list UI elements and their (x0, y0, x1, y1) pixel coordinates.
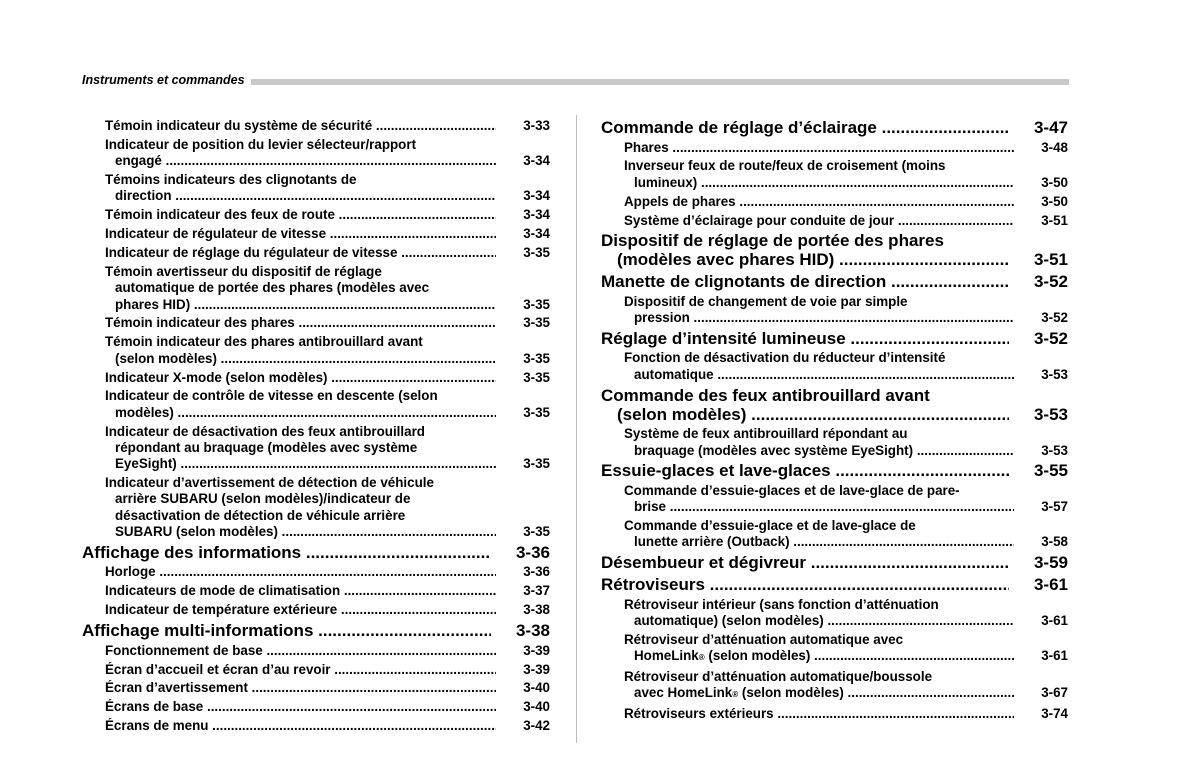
toc-section-entry[interactable] (601, 386, 1068, 424)
toc-subentry[interactable] (82, 602, 550, 618)
toc-entry-title: brise ..... (634, 499, 1014, 515)
toc-entry-title: avec HomeLink® (selon modèles) ..... (634, 685, 1014, 703)
toc-page-number: 3-34 (523, 226, 550, 242)
toc-entry-line (105, 334, 550, 350)
toc-subentry[interactable] (82, 583, 550, 599)
header-title: Instruments et commandes (82, 72, 251, 88)
toc-entry-line (105, 207, 550, 223)
toc-entry-title: Indicateur de régulateur de vitesse ..... (105, 226, 496, 242)
toc-entry-line (105, 245, 550, 261)
toc-subentry[interactable] (82, 662, 550, 678)
toc-page-number: 3-39 (523, 661, 550, 677)
toc-section-entry[interactable] (601, 461, 1068, 480)
toc-entry-line (105, 153, 550, 169)
toc-entry-title: lunette arrière (Outback) ..... (634, 534, 1014, 550)
toc-entry-title: Système de feux antibrouillard répondant au (624, 426, 908, 442)
toc-entry-title: SUBARU (selon modèles) ..... (115, 524, 496, 540)
column-divider (576, 115, 577, 743)
toc-entry-line (105, 456, 550, 472)
toc-subentry[interactable] (601, 483, 1068, 516)
toc-entry-title: Affichage multi-informations ..... (82, 621, 491, 640)
toc-subentry[interactable] (601, 294, 1068, 327)
toc-section-entry[interactable] (601, 272, 1068, 291)
toc-page-number: 3-50 (1041, 193, 1068, 209)
toc-entry-line (105, 388, 550, 404)
toc-page-number: 3-35 (523, 315, 550, 331)
toc-entry-line (624, 499, 1068, 515)
toc-entry-title: Écrans de base ..... (105, 699, 496, 715)
toc-entry-line (105, 508, 550, 524)
toc-entry-line (601, 272, 1068, 291)
toc-entry-title: Témoins indicateurs des clignotants de (105, 172, 357, 188)
toc-subentry[interactable] (82, 172, 550, 205)
toc-entry-line (105, 188, 550, 204)
toc-entry-title: Commande des feux antibrouillard avant (601, 385, 930, 405)
toc-entry-line (624, 194, 1068, 210)
toc-page-number: 3-48 (1041, 139, 1068, 155)
toc-entry-line (105, 440, 550, 456)
toc-entry-line (105, 226, 550, 242)
toc-subentry[interactable] (82, 118, 550, 134)
toc-entry-title: Inverseur feux de route/feux de croisement (moins (624, 158, 946, 174)
toc-entry-title: Témoin indicateur des phares ..... (105, 315, 496, 331)
toc-page-number: 3-52 (1033, 328, 1068, 348)
toc-entry-title: modèles) ..... (115, 405, 496, 421)
toc-subentry[interactable] (82, 370, 550, 386)
toc-entry-title: Commande d’essuie-glaces et de lave-glace de pare- (624, 482, 960, 498)
toc-entry-line (105, 699, 550, 715)
toc-entry-title: Indicateur de réglage du régulateur de vitesse ..... (105, 245, 496, 261)
toc-page-number: 3-59 (1033, 553, 1068, 573)
toc-entry-title: Affichage des informations ..... (82, 543, 491, 562)
toc-subentry[interactable] (82, 245, 550, 261)
toc-entry-line (624, 685, 1068, 703)
toc-subentry[interactable] (601, 426, 1068, 459)
toc-subentry[interactable] (82, 334, 550, 367)
toc-entry-line (105, 424, 550, 440)
toc-entry-title: Écran d’accueil et écran d’au revoir ..... (105, 662, 496, 678)
toc-entry-title: Écrans de menu ..... (105, 718, 496, 734)
toc-entry-title: Écran d’avertissement ..... (105, 680, 496, 696)
toc-entry-title: Témoin indicateur des phares antibrouillard avant (105, 334, 423, 350)
toc-entry-title: lumineux) ..... (634, 175, 1014, 191)
toc-entry-title: Commande d’essuie-glace et de lave-glace de (624, 518, 916, 534)
toc-section-entry[interactable] (82, 621, 550, 640)
toc-entry-title: direction ..... (115, 188, 496, 204)
toc-entry-line (601, 250, 1068, 269)
toc-entry-title: répondant au braquage (modèles avec système (115, 439, 418, 455)
toc-subentry[interactable] (601, 194, 1068, 210)
toc-section-entry[interactable] (601, 553, 1068, 572)
toc-entry-line (105, 643, 550, 659)
toc-entry-title: Indicateur X-mode (selon modèles) ..... (105, 370, 496, 386)
toc-entry-title: Appels de phares ..... (624, 194, 1014, 210)
toc-entry-title: automatique ..... (634, 367, 1014, 383)
toc-entry-line (105, 351, 550, 367)
toc-entry-line (624, 213, 1068, 229)
toc-entry-line (624, 483, 1068, 499)
toc-entry-title: Fonctionnement de base ..... (105, 643, 496, 659)
toc-subentry[interactable] (82, 315, 550, 331)
toc-entry-title: Indicateur de position du levier sélecteur/rapport (105, 136, 417, 152)
toc-entry-line (601, 329, 1068, 348)
toc-entry-title: Indicateurs de mode de climatisation ..... (105, 583, 496, 599)
toc-entry-title: Manette de clignotants de direction ..... (601, 272, 1009, 291)
toc-entry-title: Fonction de désactivation du réducteur d’intensité (624, 350, 946, 366)
toc-entry-line (624, 140, 1068, 156)
toc-subentry[interactable] (82, 718, 550, 734)
toc-entry-title: Réglage d’intensité lumineuse ..... (601, 329, 1009, 348)
toc-entry-title: (selon modèles) ..... (617, 405, 1009, 424)
toc-subentry[interactable] (82, 699, 550, 715)
toc-subentry[interactable] (601, 632, 1068, 667)
toc-entry-line (624, 534, 1068, 550)
toc-entry-line (601, 386, 1068, 405)
toc-entry-title: automatique de portée des phares (modèles avec (115, 280, 430, 296)
toc-page-number: 3-35 (523, 369, 550, 385)
toc-subentry[interactable] (82, 475, 550, 540)
toc-entry-line (105, 491, 550, 507)
toc-page-number: 3-40 (523, 680, 550, 696)
toc-entry-title: Indicateur de désactivation des feux antibrouillard (105, 423, 425, 439)
toc-entry-line (601, 118, 1068, 137)
toc-page-number: 3-35 (523, 296, 550, 312)
toc-entry-title: Indicateur de contrôle de vitesse en descente (selon (105, 388, 438, 404)
toc-entry-line (624, 669, 1068, 685)
toc-page-number: 3-35 (523, 404, 550, 420)
toc-subentry[interactable] (82, 226, 550, 242)
toc-subentry[interactable] (601, 350, 1068, 383)
toc-page-number: 3-34 (523, 188, 550, 204)
toc-entry-line (624, 706, 1068, 722)
toc-entry-line (105, 602, 550, 618)
toc-page-number: 3-36 (515, 542, 550, 562)
toc-subentry[interactable] (82, 424, 550, 473)
toc-page-number: 3-33 (523, 118, 550, 133)
toc-page-number: 3-40 (523, 699, 550, 715)
toc-entry-line (601, 553, 1068, 572)
toc-page-number: 3-52 (1033, 272, 1068, 292)
toc-entry-line (105, 280, 550, 296)
toc-entry-title: (modèles avec phares HID) ..... (617, 250, 1009, 269)
toc-entry-title: Indicateur de température extérieure ..... (105, 602, 496, 618)
toc-entry-line (624, 350, 1068, 366)
toc-entry-line (105, 264, 550, 280)
toc-entry-line (601, 461, 1068, 480)
toc-entry-line (624, 518, 1068, 534)
toc-section-entry[interactable] (601, 118, 1068, 137)
toc-page-number: 3-38 (523, 602, 550, 618)
toc-entry-line (105, 315, 550, 331)
toc-page-number: 3-58 (1041, 534, 1068, 550)
toc-page-number: 3-55 (1033, 461, 1068, 481)
toc-subentry[interactable] (601, 706, 1068, 722)
toc-entry-title: phares HID) ..... (115, 297, 496, 313)
toc-left-column (82, 118, 550, 735)
toc-page-number: 3-52 (1041, 309, 1068, 325)
toc-section-entry[interactable] (601, 575, 1068, 594)
toc-entry-title: Phares ..... (624, 140, 1014, 156)
toc-entry-title: engagé ..... (115, 153, 496, 169)
toc-page-number: 3-35 (523, 350, 550, 366)
toc-entry-title: Horloge ..... (105, 564, 496, 580)
toc-entry-line (624, 367, 1068, 383)
toc-entry-line (105, 405, 550, 421)
toc-page-number: 3-53 (1041, 366, 1068, 382)
toc-section-entry[interactable] (601, 329, 1068, 348)
toc-entry-title: Dispositif de réglage de portée des phares (601, 231, 944, 251)
toc-entry-line (624, 632, 1068, 648)
toc-page-number: 3-38 (515, 621, 550, 641)
toc-entry-line (105, 297, 550, 313)
toc-entry-line (105, 718, 550, 734)
toc-subentry[interactable] (82, 388, 550, 421)
toc-page-number: 3-35 (523, 245, 550, 261)
toc-subentry[interactable] (82, 643, 550, 659)
toc-entry-line (601, 575, 1068, 594)
toc-page-number: 3-51 (1033, 250, 1068, 270)
toc-page-number: 3-34 (523, 207, 550, 223)
toc-entry-title: arrière SUBARU (selon modèles)/indicateur de (115, 491, 411, 507)
toc-page-number: 3-61 (1041, 648, 1068, 664)
toc-subentry[interactable] (601, 518, 1068, 551)
toc-section-entry[interactable] (601, 231, 1068, 269)
toc-entry-line (624, 294, 1068, 310)
toc-entry-line (105, 524, 550, 540)
toc-entry-title: Désembueur et dégivreur ..... (601, 553, 1009, 572)
toc-entry-line (82, 621, 550, 640)
toc-section-entry[interactable] (82, 543, 550, 562)
toc-entry-line (105, 172, 550, 188)
toc-entry-title: Commande de réglage d’éclairage ..... (601, 118, 1009, 137)
toc-page-number: 3-35 (523, 456, 550, 472)
toc-subentry[interactable] (601, 597, 1068, 630)
toc-entry-line (624, 158, 1068, 174)
toc-subentry[interactable] (82, 264, 550, 313)
toc-page-number: 3-39 (523, 642, 550, 658)
toc-entry-line (624, 597, 1068, 613)
toc-entry-title: Témoin indicateur des feux de route ..... (105, 207, 496, 223)
toc-entry-line (105, 137, 550, 153)
toc-entry-title: Rétroviseurs ..... (601, 575, 1009, 594)
toc-subentry[interactable] (601, 213, 1068, 229)
toc-entry-title: Rétroviseurs extérieurs ..... (624, 706, 1014, 722)
toc-entry-line (105, 370, 550, 386)
toc-entry-title: HomeLink® (selon modèles) ..... (634, 648, 1014, 666)
toc-page-number: 3-34 (523, 153, 550, 169)
toc-entry-line (601, 405, 1068, 424)
toc-entry-title: Essuie-glaces et lave-glaces ..... (601, 461, 1009, 480)
toc-subentry[interactable] (82, 137, 550, 170)
toc-entry-title: Système d’éclairage pour conduite de jour ..... (624, 213, 1014, 229)
toc-entry-line (105, 680, 550, 696)
toc-entry-line (624, 443, 1068, 459)
toc-page-number: 3-53 (1033, 404, 1068, 424)
toc-entry-line (624, 175, 1068, 191)
toc-page-number: 3-74 (1041, 706, 1068, 722)
toc-page-number: 3-61 (1041, 612, 1068, 628)
toc-entry-title: Rétroviseur d’atténuation automatique avec (624, 631, 904, 647)
toc-page-number: 3-47 (1033, 118, 1068, 137)
toc-subentry[interactable] (82, 207, 550, 223)
toc-entry-line (624, 648, 1068, 666)
toc-entry-title: Témoin avertisseur du dispositif de réglage (105, 263, 382, 279)
toc-page-number: 3-42 (523, 718, 550, 734)
toc-subentry[interactable] (601, 140, 1068, 156)
toc-entry-title: EyeSight) ..... (115, 456, 496, 472)
toc-entry-line (105, 118, 550, 134)
toc-entry-line (82, 543, 550, 562)
toc-entry-line (624, 613, 1068, 629)
toc-subentry[interactable] (601, 669, 1068, 704)
toc-subentry[interactable] (82, 680, 550, 696)
toc-entry-line (624, 310, 1068, 326)
toc-entry-line (105, 583, 550, 599)
toc-page-number: 3-53 (1041, 442, 1068, 458)
toc-entry-title: pression ..... (634, 310, 1014, 326)
toc-page-number: 3-36 (523, 564, 550, 580)
toc-page-number: 3-50 (1041, 174, 1068, 190)
toc-page-number: 3-35 (523, 523, 550, 539)
toc-entry-title: (selon modèles) ..... (115, 351, 496, 367)
toc-entry-line (624, 426, 1068, 442)
toc-entry-title: Rétroviseur intérieur (sans fonction d’atténuation (624, 596, 939, 612)
toc-entry-line (105, 564, 550, 580)
toc-page-number: 3-37 (523, 583, 550, 599)
toc-subentry[interactable] (601, 158, 1068, 191)
toc-page-number: 3-57 (1041, 499, 1068, 515)
toc-entry-title: Dispositif de changement de voie par simple (624, 293, 908, 309)
toc-entry-title: Témoin indicateur du système de sécurité ..... (105, 118, 496, 134)
toc-entry-title: braquage (modèles avec système EyeSight) ..... (634, 443, 1014, 459)
toc-page-number: 3-67 (1041, 685, 1068, 701)
toc-entry-line (105, 662, 550, 678)
toc-entry-line (105, 475, 550, 491)
toc-entry-title: Rétroviseur d’atténuation automatique/boussole (624, 668, 933, 684)
toc-entry-line (601, 231, 1068, 250)
toc-right-column (601, 118, 1068, 722)
toc-entry-title: désactivation de détection de véhicule arrière (115, 507, 406, 523)
toc-entry-title: automatique) (selon modèles) ..... (634, 613, 1014, 629)
toc-page-number: 3-61 (1033, 574, 1068, 594)
toc-page-number: 3-51 (1041, 212, 1068, 228)
toc-subentry[interactable] (82, 564, 550, 580)
toc-entry-title: Indicateur d’avertissement de détection de véhicule (105, 475, 434, 491)
